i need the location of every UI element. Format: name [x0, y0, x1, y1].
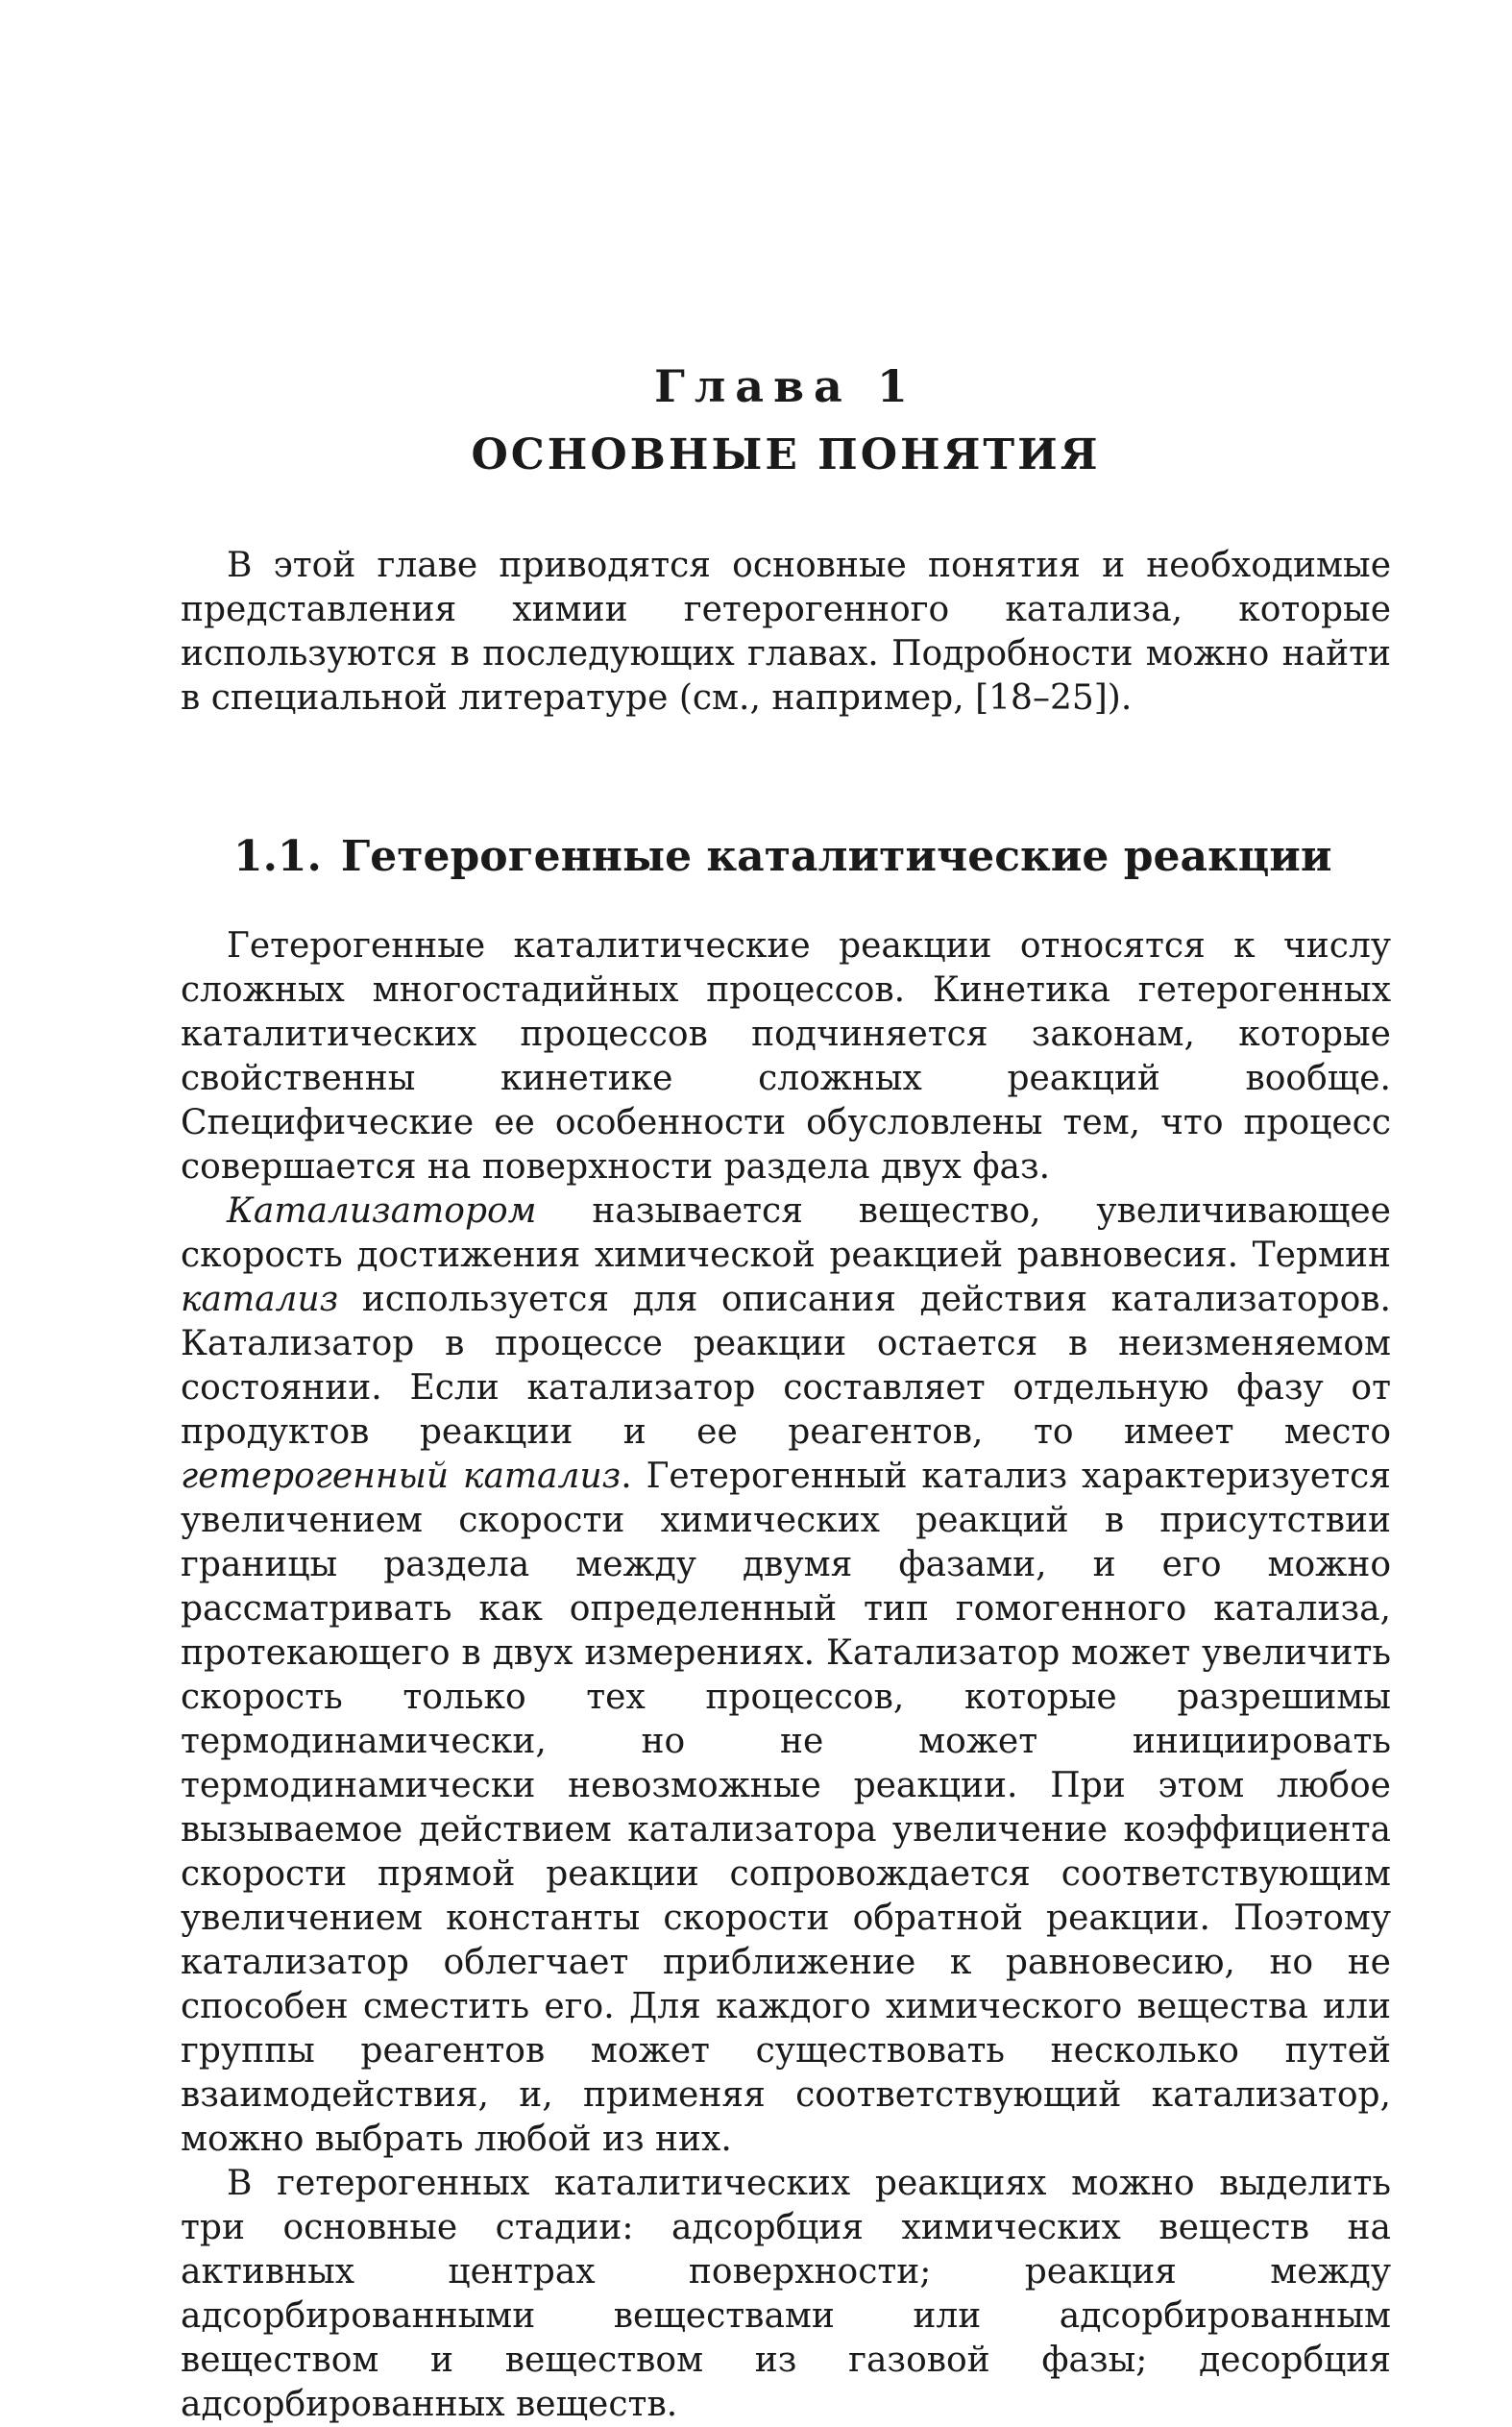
paragraph-3: В гетерогенных каталитических реакциях можно выделить три основные стадии: адсорбция химических веществ на активных центрах поверхности; реакция между адсорбированными веществами или адсорбированным веществом и веществом из газовой фазы; десорбция адсорбированных веществ. — [181, 2164, 1391, 2424]
paragraph-2-text-b: используется для описания действия катализаторов. Катализатор в процессе реакции остается в неизменяемом состоянии. Если катализатор составляет отдельную фазу от продуктов реакции и ее реагентов, то имеет место — [181, 1280, 1391, 1452]
term-catalyst: Катализатором — [227, 1191, 537, 1231]
book-page — [181, 357, 1391, 2427]
section-body — [181, 924, 1391, 2427]
term-catalysis: катализ — [181, 1280, 339, 1319]
chapter-label: Глава 1 — [654, 360, 917, 412]
section-number: 1.1. — [233, 832, 322, 881]
section-title: Гетерогенные каталитические реакции — [340, 832, 1332, 881]
chapter-title: ОСНОВНЫЕ ПОНЯТИЯ — [471, 430, 1101, 479]
term-heterogeneous-catalysis: гетерогенный катализ — [181, 1457, 622, 1496]
section-heading — [181, 828, 1391, 886]
paragraph-2 — [181, 1189, 1391, 2162]
chapter-intro — [181, 544, 1391, 721]
intro-paragraph: В этой главе приводятся основные понятия и необходимые представления химии гетерогенного катализа, которые используются в последующих главах. Подробности можно найти в специальной литературе (см., например, [18–25]). — [181, 546, 1391, 718]
paragraph-1: Гетерогенные каталитические реакции относятся к числу сложных многостадийных процессов. Кинетика гетерогенных каталитических процессов подчиняется законам, которые свойственны кинетике сложных реакций вообще. Специфические ее особенности обусловлены тем, что процесс совершается на поверхности раздела двух фаз. — [181, 926, 1391, 1187]
paragraph-2-text-a: называется вещество, увеличивающее скорость достижения химической реакцией равновесия. Термин — [181, 1191, 1391, 1275]
paragraph-2-text-c: . Гетерогенный катализ характеризуется увеличением скорости химических реакций в присутствии границы раздела между двумя фазами, и его можно рассматривать как определенный тип гомогенного катализа, протекающего в двух измерениях. Катализатор может увеличить скорость только тех процессов, которые разрешимы термодинамически, но не может инициировать термодинамически невозможные реакции. При этом любое вызываемое действием катализатора увеличение коэффициента скорости прямой реакции сопровождается соответствующим увеличением константы скорости обратной реакции. Поэтому катализатор облегчает приближение к равновесию, но не способен сместить его. Для каждого химического вещества или группы реагентов может существовать несколько путей взаимодействия, и, применяя соответствующий катализатор, можно выбрать любой из них. — [181, 1457, 1391, 2159]
